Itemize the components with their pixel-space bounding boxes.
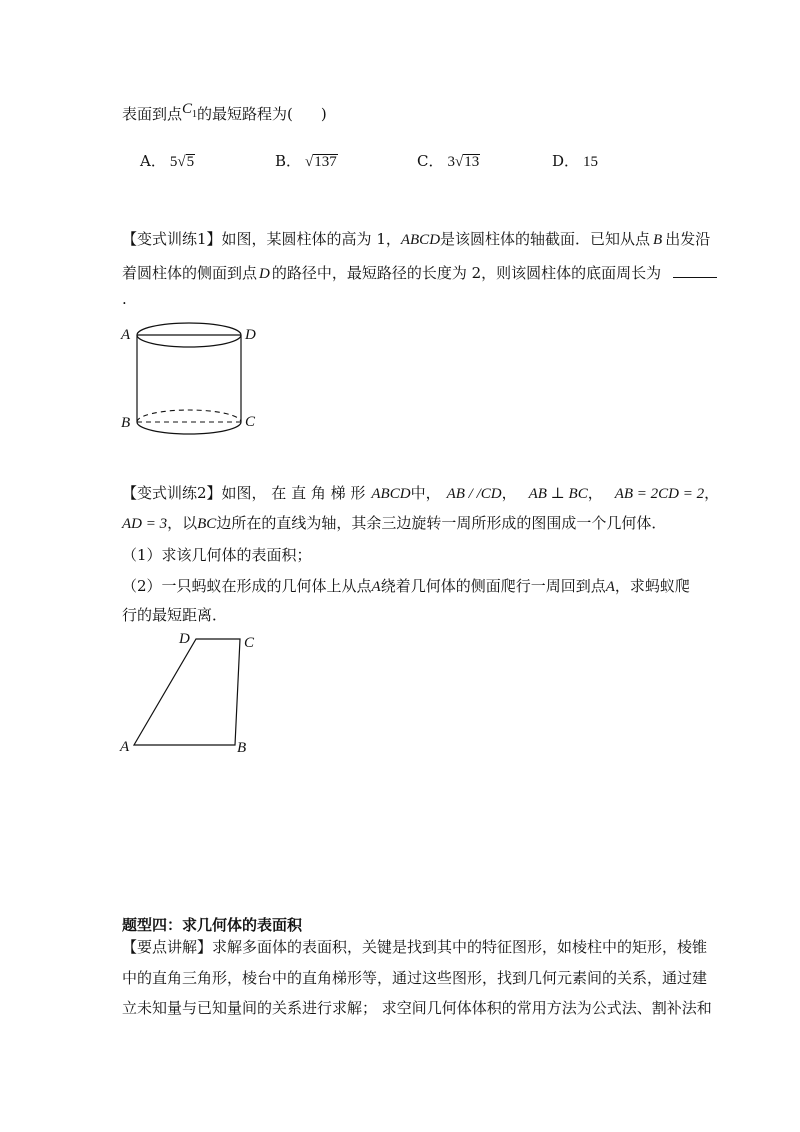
label-d: D: [245, 327, 256, 343]
v2-line-2: AD = 3，以BC边所在的直线为轴，其余三边旋转一周所形成的图围成一个几何体．: [122, 514, 667, 532]
label-d: D: [179, 631, 190, 647]
option-c: C． 3√13: [417, 152, 480, 170]
v2-question-2-cont: 行的最短距离．: [122, 606, 228, 624]
section-title: 题型四：求几何体的表面积: [122, 916, 303, 934]
question-stem-line: [122, 103, 327, 132]
v1-line-3: .: [122, 290, 127, 308]
v1-line-2: 着圆柱体的侧面到点 D 的路径中，最短路径的长度为 2，则该圆柱体的底面周长为: [122, 262, 717, 285]
point-label: $C_1$: [182, 101, 198, 120]
section-paragraph-line-2: 中的直角三角形，棱台中的直角梯形等，通过这些图形，找到几何元素间的关系，通过建: [122, 969, 708, 987]
v2-line-1: 【变式训练2】如图， 在 直 角 梯 形 ABCD中， AB / /CD， AB ⊥ BC， AB = 2CD = 2，: [122, 484, 720, 502]
stem-text: 表面到点: [122, 105, 183, 123]
cylinder-bottom-back-arc: [137, 410, 241, 422]
v2-question-1: （1）求该几何体的表面积；: [122, 546, 312, 564]
trapezoid-abcd: [134, 639, 240, 745]
v2-question-2: （2）一只蚂蚁在形成的几何体上从点A绕着几何体的侧面爬行一周回到点A，求蚂蚁爬: [122, 577, 690, 595]
label-c: C: [244, 635, 255, 651]
cylinder-bottom-front-arc: [137, 422, 241, 434]
section-paragraph-line-3: 立未知量与已知量间的关系进行求解； 求空间几何体体积的常用方法为公式法、割补法和: [122, 999, 712, 1017]
section-paragraph-line-1: 【要点讲解】求解多面体的表面积，关键是找到其中的特征图形，如棱柱中的矩形，棱锥: [122, 938, 708, 956]
v1-line-1: 【变式训练1】如图，某圆柱体的高为 1，ABCD是该圆柱体的轴截面．已知从点 B 出发沿: [122, 230, 711, 248]
label-a: A: [121, 327, 131, 343]
answer-paren-close: ): [320, 105, 327, 123]
label-c: C: [245, 414, 256, 430]
option-d: D． 15: [552, 152, 599, 170]
label-b: B: [121, 415, 131, 431]
option-a: A． 5√5: [140, 152, 195, 170]
label-a: A: [120, 739, 130, 755]
option-b: B． √137: [275, 152, 337, 170]
trapezoid-figure: [115, 625, 265, 760]
answer-blank: [673, 263, 717, 278]
label-b: B: [237, 740, 247, 756]
stem-text-end: 的最短路程为(: [197, 105, 293, 123]
cylinder-figure: [115, 315, 265, 440]
